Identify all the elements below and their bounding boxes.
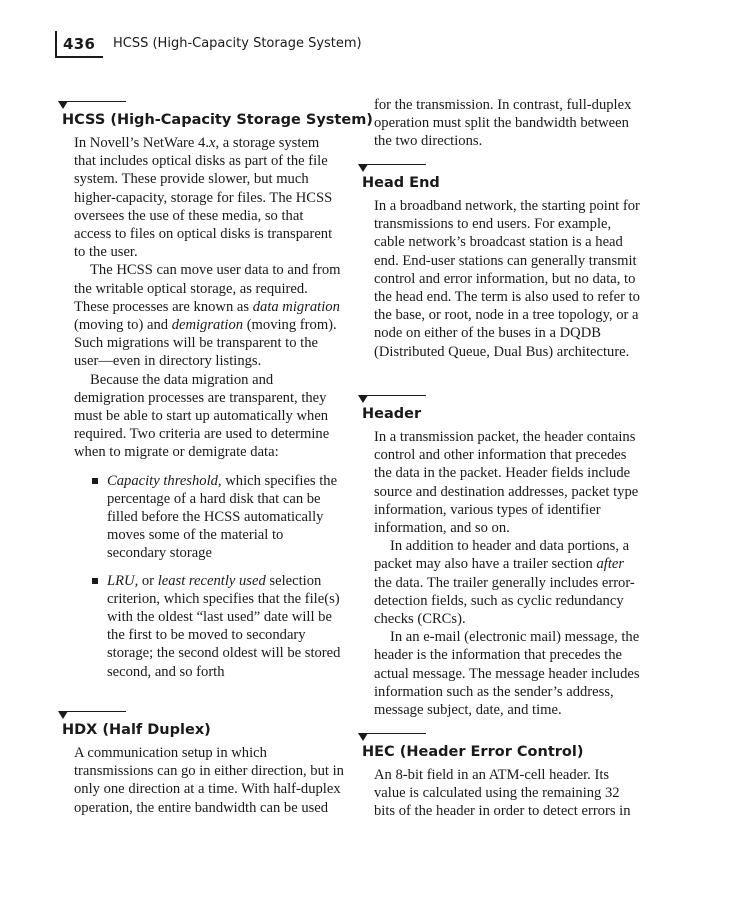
list-item: Capacity threshold, which specifies the percentage of a hard disk that can be filled before the HCSS automatically moves some of the material to secondary storage <box>74 472 344 563</box>
paragraph: Because the data migration and demigration processes are transparent, they must be able to start up automatically when required. Two criteria are used to determine when to migrate or demigrate data: <box>74 371 330 461</box>
paragraph: An 8-bit field in an ATM-cell header. Its value is calculated using the remaining 32 bits of the header in order to detect errors in <box>374 767 631 820</box>
entry-marker <box>62 711 344 723</box>
paragraph: In addition to header and data portions, a packet may also have a trailer section after the data. The trailer generally includes error-detection fields, such as cyclic redundancy checks (CRCs). <box>374 538 635 628</box>
paragraph: In Novell’s NetWare 4.x, a storage system that includes optical disks as part of the file system. These provide slower, but much higher-capacity, storage for files. The HCSS oversees the use of these media, so that access to files on optical disks is transparent to the user. <box>74 135 333 261</box>
header-rule-vertical <box>55 31 57 57</box>
list-item: LRU, or least recently used selection criterion, which specifies that the file(s) with the oldest “last used” date will be the first to be moved to secondary storage; the second oldest will be stored second, and so forth <box>74 572 344 681</box>
entry-definition <box>374 766 644 821</box>
paragraph: A communication setup in which transmissions can go in either direction, but in only one direction at a time. With half-duplex operation, the entire bandwidth can be used <box>74 745 344 816</box>
page-number: 436 <box>63 35 96 53</box>
entry-term: Header <box>362 406 422 422</box>
triangle-marker-icon <box>358 395 368 403</box>
paragraph: In an e-mail (electronic mail) message, the header is the information that precedes the actual message. The message header includes information such as the sender’s address, message subject, date, and time. <box>374 629 640 719</box>
entry-hec <box>362 733 644 821</box>
paragraph: In a broadband network, the starting point for transmissions to end users. For example, cable network’s broadcast station is a head end. End-user stations can generally transmit control and error information, but no data, to the head end. The term is also used to refer to the base, or root, node in a tree topology, or a node on either of the buses in a DQDB (Distributed Queue, Dual Bus) architecture. <box>374 198 640 360</box>
entry-hcss <box>62 101 373 690</box>
bullet-list <box>74 472 344 681</box>
entry-header <box>362 395 644 719</box>
entry-definition <box>374 96 644 151</box>
bullet-square-icon <box>92 478 98 484</box>
triangle-marker-icon <box>58 711 68 719</box>
entry-term: HDX (Half Duplex) <box>62 722 211 738</box>
entry-marker <box>362 733 644 745</box>
running-head: HCSS (High-Capacity Storage System) <box>113 36 362 51</box>
paragraph: In a transmission packet, the header contains control and other information that precedes the data in the packet. Header fields include source and destination addresses, packet type information, various types of identifier information, and so on. <box>374 429 639 537</box>
entry-definition <box>74 134 344 462</box>
triangle-marker-icon <box>58 101 68 109</box>
bullet-square-icon <box>92 578 98 584</box>
triangle-marker-icon <box>358 164 368 172</box>
entry-definition <box>74 744 344 817</box>
entry-marker <box>362 164 644 176</box>
triangle-marker-icon <box>358 733 368 741</box>
header-rule-horizontal <box>55 56 103 58</box>
paragraph: The HCSS can move user data to and from the writable optical storage, as required. These processes are known as data migration (moving to) and demigration (moving from). Such migrations will be transparent to the user—even in directory listings. <box>74 262 341 370</box>
entry-marker <box>362 395 644 407</box>
entry-hdx-continued <box>362 96 644 151</box>
entry-term: Head End <box>362 175 440 191</box>
entry-head-end <box>362 164 644 361</box>
entry-marker <box>62 101 344 113</box>
entry-definition <box>374 428 644 719</box>
entry-term: HEC (Header Error Control) <box>362 744 584 760</box>
paragraph: for the transmission. In contrast, full-duplex operation must split the bandwidth between the two directions. <box>374 97 632 150</box>
entry-term: HCSS (High-Capacity Storage System) <box>62 112 373 128</box>
entry-hdx <box>62 711 344 817</box>
entry-definition <box>374 197 644 361</box>
